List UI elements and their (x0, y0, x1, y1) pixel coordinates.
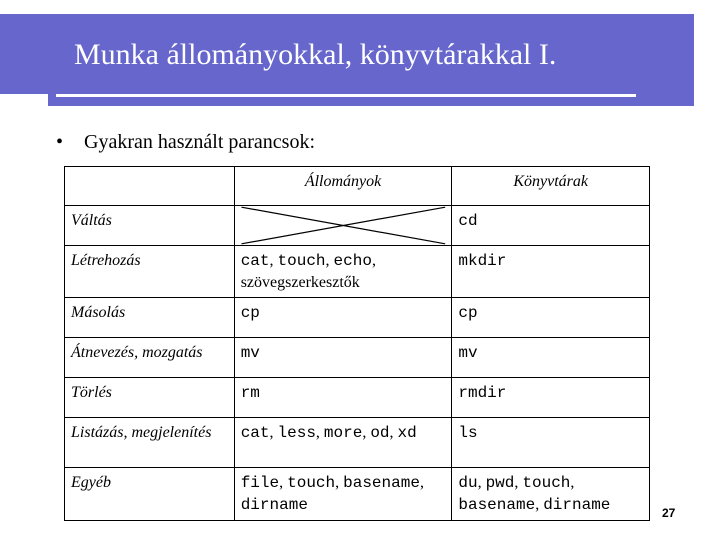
command-token: more (323, 424, 363, 442)
command-token: touch (287, 474, 336, 492)
row-label: Másolás (65, 298, 235, 338)
command-token: rmdir (458, 384, 507, 402)
bullet-text: Gyakran használt parancsok: (84, 131, 316, 153)
separator-text: , (362, 424, 371, 441)
dirs-cell (452, 468, 650, 521)
command-token: rm (240, 384, 260, 402)
command-token: less (277, 424, 316, 442)
commands-table (64, 166, 650, 521)
title-underline (56, 94, 636, 97)
command-token: dirname (240, 496, 308, 514)
table-row (65, 246, 650, 298)
table-row (65, 378, 650, 418)
command-token: od (370, 424, 390, 442)
table-row (65, 418, 650, 468)
table-row (65, 468, 650, 521)
command-token: touch (522, 474, 571, 492)
row-label: Törlés (65, 378, 235, 418)
separator-text: , (335, 474, 344, 491)
row-label: Váltás (65, 206, 235, 246)
bullet-icon: • (56, 131, 64, 153)
command-token: cat (240, 424, 270, 442)
dirs-cell (452, 338, 650, 378)
separator-text: , (269, 424, 278, 441)
command-token: mkdir (458, 252, 507, 270)
command-token: mv (240, 344, 260, 362)
dirs-cell (452, 246, 650, 298)
separator-text: , (570, 474, 575, 491)
files-cell (234, 206, 452, 246)
separator-text: , (315, 424, 324, 441)
row-label: Létrehozás (65, 246, 235, 298)
table-row (65, 298, 650, 338)
command-token: cp (458, 304, 478, 322)
dirs-cell (452, 418, 650, 468)
command-token: du (458, 474, 478, 492)
command-token: mv (458, 344, 478, 362)
command-token: basename (458, 496, 536, 514)
dirs-cell (452, 298, 650, 338)
row-label: Listázás, megjelenítés (65, 418, 235, 468)
crossed-cell-icon (235, 206, 452, 245)
separator-text: , (477, 474, 486, 491)
row-label: Átnevezés, mozgatás (65, 338, 235, 378)
separator-text: , (419, 474, 424, 491)
command-token: echo (333, 252, 372, 270)
separator-text: , (514, 474, 523, 491)
slide-title: Munka állományokkal, könyvtárakkal I. (74, 38, 557, 71)
files-cell (234, 338, 452, 378)
row-label: Egyéb (65, 468, 235, 521)
command-token: dirname (543, 496, 611, 514)
table-row (65, 206, 650, 246)
command-token: ls (458, 424, 478, 442)
files-cell (234, 468, 452, 521)
separator-text: , (279, 474, 288, 491)
command-token: cp (240, 304, 260, 322)
files-cell (234, 418, 452, 468)
header-files: Állományok (234, 167, 452, 206)
command-token: cat (240, 252, 270, 270)
files-cell (234, 298, 452, 338)
table-header-row (65, 167, 650, 206)
table-row (65, 338, 650, 378)
separator-text: , (535, 496, 544, 513)
separator-text: , (325, 252, 334, 269)
command-token: pwd (485, 474, 515, 492)
separator-text: , (269, 252, 278, 269)
separator-text: , (389, 424, 398, 441)
command-token: basename (343, 474, 420, 492)
header-dirs: Könyvtárak (452, 167, 650, 206)
command-token: cd (458, 212, 478, 230)
command-token: touch (277, 252, 326, 270)
title-bar-notch (0, 94, 48, 106)
files-cell (234, 378, 452, 418)
files-cell (234, 246, 452, 298)
dirs-cell (452, 378, 650, 418)
page-number: 27 (662, 506, 676, 520)
header-empty (65, 167, 235, 206)
command-token: file (240, 474, 280, 492)
command-token: xd (397, 424, 417, 442)
separator-text: , szövegszerkesztők (240, 252, 376, 291)
dirs-cell (452, 206, 650, 246)
